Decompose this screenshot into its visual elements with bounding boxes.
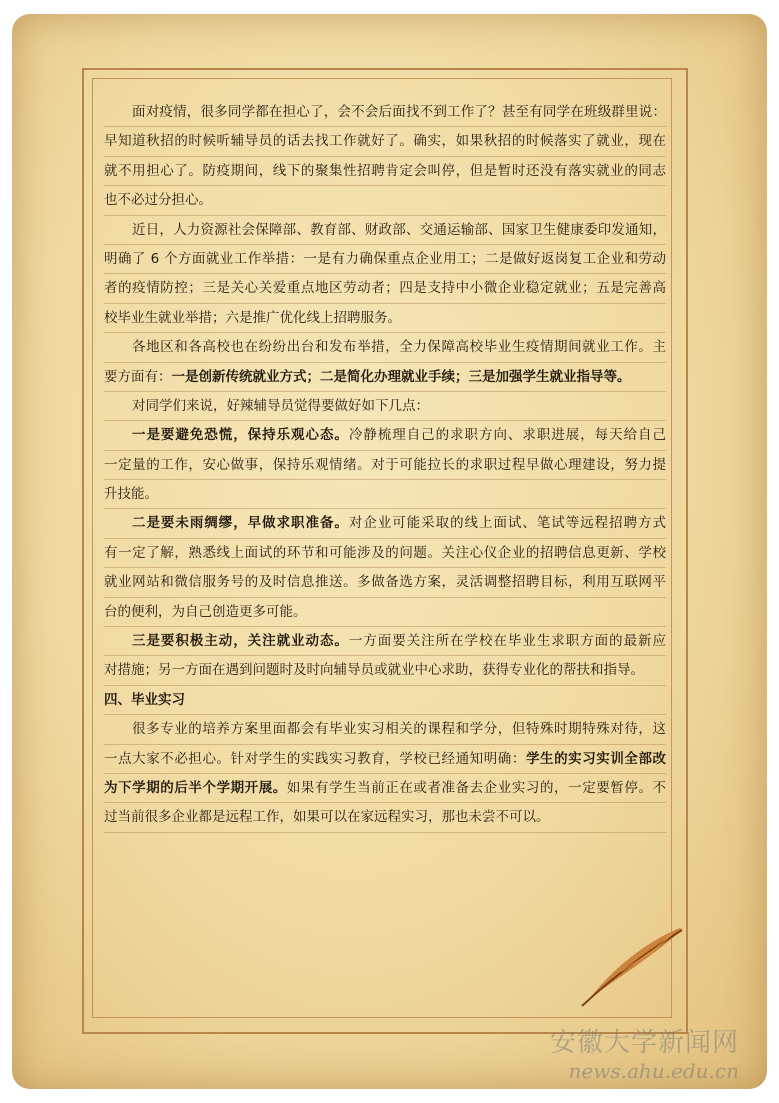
paragraph-line bbox=[104, 568, 666, 597]
body-text: 对措施；另一方面在遇到问题时及时向辅导员或就业中心求助，获得专业化的帮扶和指导。 bbox=[104, 662, 644, 679]
body-text: 也不必过分担心。 bbox=[104, 192, 212, 209]
quill-pen-icon bbox=[560, 920, 690, 1010]
body-text: 过当前很多企业都是远程工作，如果可以在家远程实习，那也未尝不可以。 bbox=[104, 809, 550, 826]
paragraph-line bbox=[104, 304, 666, 333]
article-body bbox=[104, 98, 666, 833]
paragraph-line bbox=[104, 392, 666, 421]
paragraph-line bbox=[104, 509, 666, 538]
body-text: 早知道秋招的时候听辅导员的话去找工作就好了。确实，如果秋招的时候落实了就业，现在 bbox=[104, 133, 666, 150]
section-heading bbox=[104, 686, 666, 715]
body-text: 面对疫情，很多同学都在担心了，会不会后面找不到工作了？甚至有同学在班级群里说： bbox=[132, 104, 666, 120]
body-text: 很多专业的培养方案里面都会有毕业实习相关的课程和学分，但特殊时期特殊对待，这 bbox=[132, 721, 666, 738]
body-text: 就业网站和微信服务号的及时信息推送。多做备选方案，灵活调整招聘目标，利用互联网平 bbox=[104, 574, 666, 591]
emphasis-text: 二是要未雨绸缪，早做求职准备。 bbox=[132, 515, 349, 532]
body-text: 要方面有： bbox=[104, 368, 172, 385]
paragraph-line bbox=[104, 363, 666, 392]
paragraph-line bbox=[104, 186, 666, 215]
body-text: 冷静梳理自己的求职方向、求职进展，每天给自己 bbox=[348, 427, 666, 444]
watermark-url: news.ahu.edu.cn bbox=[568, 1059, 739, 1083]
body-text: 一方面要关注所在学校在毕业生求职方面的最新应 bbox=[348, 633, 666, 650]
emphasis-text: 学生的实习实训全部改 bbox=[525, 750, 666, 767]
paragraph-line bbox=[104, 745, 666, 774]
emphasis-text: 为下学期的后半个学期开展。 bbox=[104, 779, 287, 796]
emphasis-text: 一是创新传统就业方式；二是简化办理就业手续；三是加强学生就业指导等。 bbox=[171, 368, 631, 385]
paragraph-line bbox=[104, 803, 666, 832]
paragraph-line bbox=[104, 157, 666, 186]
body-text: 一定量的工作，安心做事，保持乐观情绪。对于可能拉长的求职过程早做心理建设，努力提 bbox=[104, 456, 666, 473]
body-text: 有一定了解，熟悉线上面试的环节和可能涉及的问题。关注心仪企业的招聘信息更新、学校 bbox=[104, 544, 666, 561]
paragraph-line bbox=[104, 451, 666, 480]
body-text: 近日，人力资源社会保障部、教育部、财政部、交通运输部、国家卫生健康委印发通知， bbox=[132, 221, 666, 238]
body-text: 对企业可能采取的线上面试、笔试等远程招聘方式 bbox=[348, 515, 666, 532]
paragraph-line bbox=[104, 216, 666, 245]
body-text: 者的疫情防控；三是关心关爱重点地区劳动者；四是支持中小微企业稳定就业；五是完善高 bbox=[104, 280, 666, 297]
paragraph-line bbox=[104, 98, 666, 127]
emphasis-text: 一是要避免恐慌，保持乐观心态。 bbox=[132, 427, 349, 444]
paragraph-line bbox=[104, 627, 666, 656]
body-text: 如果有学生当前正在或者准备去企业实习的，一定要暂停。不 bbox=[286, 779, 666, 796]
paragraph-line bbox=[104, 598, 666, 627]
site-watermark bbox=[550, 1022, 739, 1083]
body-text: 就不用担心了。防疫期间，线下的聚集性招聘肯定会叫停，但是暂时还没有落实就业的同志 bbox=[104, 162, 666, 179]
emphasis-text: 四、毕业实习 bbox=[104, 691, 185, 708]
body-text: 明确了 6 个方面就业工作举措：一是有力确保重点企业用工；二是做好返岗复工企业和劳动 bbox=[104, 250, 666, 267]
paragraph-line bbox=[104, 539, 666, 568]
paragraph-line bbox=[104, 480, 666, 509]
body-text: 各地区和各高校也在纷纷出台和发布举措，全力保障高校毕业生疫情期间就业工作。主 bbox=[132, 339, 666, 356]
body-text: 校毕业生就业举措；六是推广优化线上招聘服务。 bbox=[104, 309, 401, 326]
paragraph-line bbox=[104, 127, 666, 156]
body-text: 对同学们来说，好辣辅导员觉得要做好如下几点： bbox=[132, 397, 429, 414]
paragraph-line bbox=[104, 715, 666, 744]
paragraph-line bbox=[104, 656, 666, 685]
watermark-chinese: 安徽大学新闻网 bbox=[549, 1028, 739, 1058]
paragraph-line bbox=[104, 774, 666, 803]
emphasis-text: 三是要积极主动，关注就业动态。 bbox=[132, 633, 349, 650]
paragraph-line bbox=[104, 274, 666, 303]
body-text: 台的便利，为自己创造更多可能。 bbox=[104, 603, 307, 620]
body-text: 升技能。 bbox=[104, 486, 158, 503]
body-text: 一点大家不必担心。针对学生的实践实习教育，学校已经通知明确： bbox=[104, 750, 526, 767]
paragraph-line bbox=[104, 245, 666, 274]
paragraph-line bbox=[104, 421, 666, 450]
paragraph-line bbox=[104, 333, 666, 362]
